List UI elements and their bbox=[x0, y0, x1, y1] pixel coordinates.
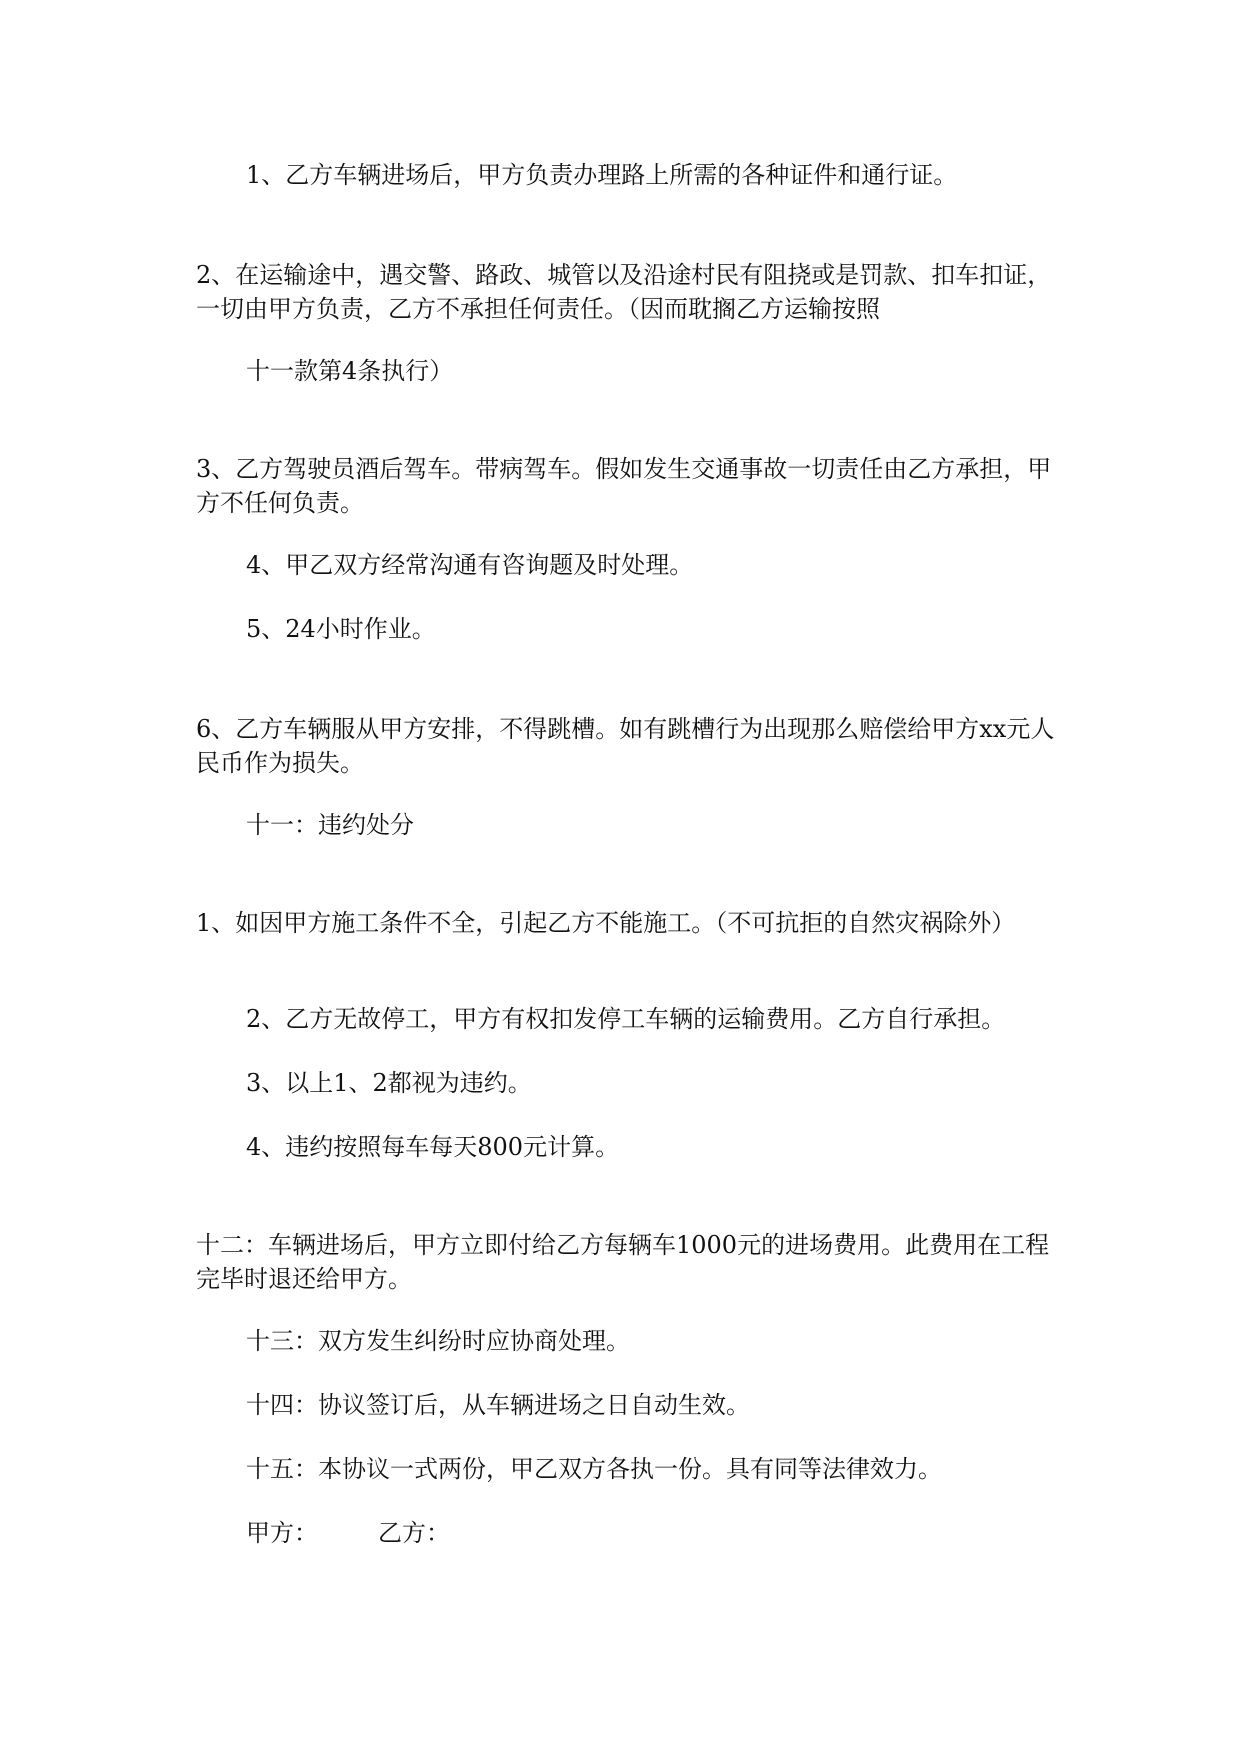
section-thirteen: 十三：双方发生纠纷时应协商处理。 bbox=[246, 1327, 630, 1355]
paragraph-clause-2-continued: 十一款第4条执行） bbox=[246, 357, 454, 385]
section-twelve: 十二：车辆进场后，甲方立即付给乙方每辆车1000元的进场费用。此费用在工程完毕时退还给甲方。 bbox=[196, 1231, 1050, 1293]
paragraph-clause-4: 4、甲乙双方经常沟通有咨询题及时处理。 bbox=[246, 551, 694, 579]
paragraph-clause-6: 6、乙方车辆服从甲方安排，不得跳槽。如有跳槽行为出现那么赔偿给甲方xx元人民币作为损失。 bbox=[196, 715, 1055, 777]
section-fifteen: 十五：本协议一式两份，甲乙双方各执一份。具有同等法律效力。 bbox=[246, 1455, 942, 1483]
signature-party-a: 甲方： bbox=[246, 1519, 318, 1547]
paragraph-clause-1: 1、乙方车辆进场后，甲方负责办理路上所需的各种证件和通行证。 bbox=[246, 161, 958, 189]
paragraph-breach-2: 2、乙方无故停工，甲方有权扣发停工车辆的运输费用。乙方自行承担。 bbox=[246, 1005, 1006, 1033]
paragraph-clause-2: 2、在运输途中，遇交警、路政、城管以及沿途村民有阻挠或是罚款、扣车扣证，一切由甲方负责，乙方不承担任何责任。（因而耽搁乙方运输按照 bbox=[196, 261, 1052, 323]
paragraph-breach-1: 1、如因甲方施工条件不全，引起乙方不能施工。（不可抗拒的自然灾祸除外） bbox=[196, 909, 1016, 937]
paragraph-clause-5: 5、24小时作业。 bbox=[246, 615, 436, 643]
paragraph-breach-3: 3、以上1、2都视为违约。 bbox=[246, 1069, 532, 1097]
signature-party-b: 乙方： bbox=[378, 1519, 450, 1547]
section-fourteen: 十四：协议签订后，从车辆进场之日自动生效。 bbox=[246, 1391, 750, 1419]
paragraph-clause-3: 3、乙方驾驶员酒后驾车。带病驾车。假如发生交通事故一切责任由乙方承担，甲方不任何负责。 bbox=[196, 455, 1052, 517]
paragraph-breach-4: 4、违约按照每车每天800元计算。 bbox=[246, 1133, 620, 1161]
section-heading-eleven: 十一：违约处分 bbox=[246, 811, 414, 839]
